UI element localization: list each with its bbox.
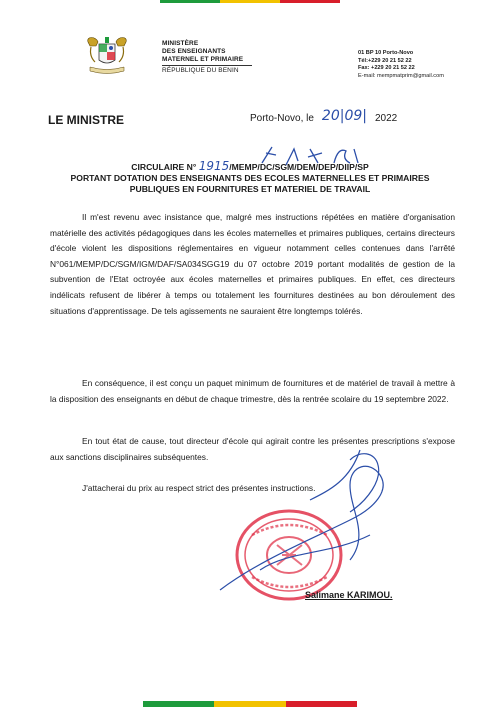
handwritten-initials (258, 143, 368, 167)
circular-title-line1: PORTANT DOTATION DES ENSEIGNANTS DES ECOLES MATERNELLES ET PRIMAIRES (70, 173, 430, 183)
body-paragraph (50, 210, 455, 319)
circular-number: 1915 (198, 159, 230, 173)
fax: Fax: +229 20 21 52 22 (358, 65, 415, 71)
ministry-header (162, 40, 252, 75)
telephone: Tél:+229 20 21 52 22 (358, 57, 412, 64)
republic-name: RÉPUBLIQUE DU BENIN (162, 67, 239, 74)
date-place: Porto-Novo, le (250, 113, 314, 124)
circular-title (50, 173, 450, 194)
top-flag-stripe (160, 0, 340, 3)
paragraph-text: En conséquence, il est conçu un paquet minimum de fournitures et de matériel de travail à mettre à la disposition des enseignants en début de chaque trimestre, dès la rentrée scolaire du 19 septembre 2022. (50, 378, 455, 404)
date-year: 2022 (374, 113, 398, 124)
ministry-line: MATERNEL ET PRIMAIRE (162, 56, 244, 63)
header-divider (162, 65, 252, 66)
benin-coat-of-arms-icon (82, 34, 132, 76)
minister-label: LE MINISTRE (48, 113, 125, 127)
circular-prefix: CIRCULAIRE N° (131, 162, 197, 172)
footer-flag-stripe (0, 701, 500, 707)
dateline (250, 108, 397, 124)
body-paragraph (50, 376, 455, 407)
handwritten-signature (200, 440, 400, 600)
paragraph-text: Il m'est revenu avec insistance que, malgré mes instructions répétées en matière d'organisation matérielle des activités pédagogiques dans les écoles maternelles et primaires publiques, certains directeurs d'école violent les dispositions réglementaires en vigueur notamment celles contenues dans l'arrêté N°061/MEMP/DC/SGM/IGM/DAF/SA034SGG19 du 07 octobre 2019 portant modalités de gestion de la subvention de l'Etat octroyée aux écoles maternelles et primaires publiques. En effet, ces directeurs indélicats refusent de libérer à temps ou totalement les fournitures destinées au bon déroulement des situations d'apprentissage. De tels agissements ne sauraient être longtemps tolérés. (50, 212, 455, 316)
paragraph-text: J'attacherai du prix au respect strict des présentes instructions. (82, 483, 316, 493)
ministry-line: MINISTÈRE (162, 40, 199, 47)
postal-address: 01 BP 10 Porto-Novo (358, 50, 414, 56)
handwritten-date: 20|09| (321, 108, 367, 124)
paragraph-text: En tout état de cause, tout directeur d'école qui agirait contre les présentes prescriptions s'expose aux sanctions disciplinaires subséquentes. (50, 436, 455, 462)
circular-title-line2: PUBLIQUES EN FOURNITURES ET MATERIEL DE TRAVAIL (129, 183, 371, 194)
circular-reference: /MEMP/DC/SGM/DEM/DEP/DIIP/SP (229, 162, 369, 172)
ministry-line: DES ENSEIGNANTS (162, 48, 226, 55)
contact-block (358, 50, 444, 80)
circular-reference-line (50, 161, 450, 173)
signer-name: Salimane KARIMOU. (305, 590, 393, 600)
email: E-mail: mempmatprim@gmail.com (358, 72, 444, 79)
